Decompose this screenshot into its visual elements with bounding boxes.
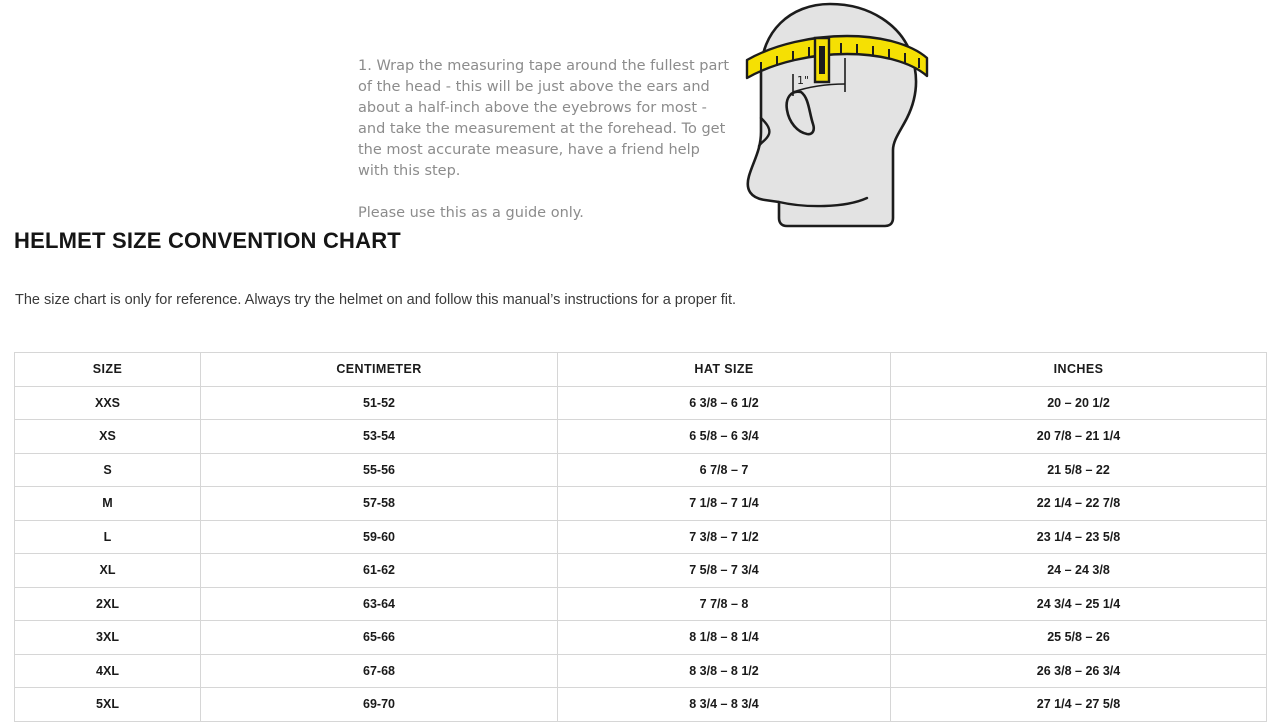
cell-inches: 20 7/8 – 21 1/4 (891, 420, 1267, 454)
cell-centimeter: 67-68 (201, 654, 558, 688)
cell-size: L (15, 520, 201, 554)
cell-centimeter: 55-56 (201, 453, 558, 487)
cell-hat-size: 7 5/8 – 7 3/4 (558, 554, 891, 588)
cell-centimeter: 59-60 (201, 520, 558, 554)
table-row (15, 520, 1267, 554)
instruction-step-text: 1. Wrap the measuring tape around the fullest part of the head - this will be just above the ears and about a half-inch above the eyebrows for most - and take the measurement at the forehead. To get the most accurate measure, have a friend help with this step. (358, 58, 730, 179)
cell-inches: 25 5/8 – 26 (891, 621, 1267, 655)
cell-hat-size: 7 7/8 – 8 (558, 587, 891, 621)
cell-hat-size: 8 1/8 – 8 1/4 (558, 621, 891, 655)
cell-size: M (15, 487, 201, 521)
instruction-note-text: Please use this as a guide only. (358, 205, 584, 221)
cell-size: XL (15, 554, 201, 588)
cell-inches: 22 1/4 – 22 7/8 (891, 487, 1267, 521)
cell-centimeter: 69-70 (201, 688, 558, 722)
cell-size: S (15, 453, 201, 487)
cell-size: 4XL (15, 654, 201, 688)
column-header-centimeter: CENTIMETER (201, 353, 558, 387)
cell-centimeter: 61-62 (201, 554, 558, 588)
cell-inches: 23 1/4 – 23 5/8 (891, 520, 1267, 554)
cell-inches: 27 1/4 – 27 5/8 (891, 688, 1267, 722)
cell-centimeter: 57-58 (201, 487, 558, 521)
measuring-instructions-section (0, 0, 1280, 228)
page-title: HELMET SIZE CONVENTION CHART (14, 228, 401, 253)
cell-hat-size: 6 3/8 – 6 1/2 (558, 386, 891, 420)
cell-centimeter: 51-52 (201, 386, 558, 420)
helmet-size-table (14, 352, 1267, 722)
table-header-row (15, 353, 1267, 387)
intro-text: The size chart is only for reference. Always try the helmet on and follow this manual’s instructions for a proper fit. (15, 292, 737, 308)
column-header-inches: INCHES (891, 353, 1267, 387)
instruction-block (358, 56, 730, 224)
table-row (15, 654, 1267, 688)
cell-size: 2XL (15, 587, 201, 621)
cell-size: 3XL (15, 621, 201, 655)
cell-inches: 24 – 24 3/8 (891, 554, 1267, 588)
cell-centimeter: 53-54 (201, 420, 558, 454)
cell-hat-size: 8 3/8 – 8 1/2 (558, 654, 891, 688)
tape-label: 1" (797, 74, 810, 87)
table-row (15, 453, 1267, 487)
cell-size: XXS (15, 386, 201, 420)
cell-hat-size: 6 7/8 – 7 (558, 453, 891, 487)
cell-hat-size: 7 1/8 – 7 1/4 (558, 487, 891, 521)
table-row (15, 420, 1267, 454)
cell-centimeter: 65-66 (201, 621, 558, 655)
cell-inches: 20 – 20 1/2 (891, 386, 1267, 420)
cell-inches: 21 5/8 – 22 (891, 453, 1267, 487)
table-row (15, 487, 1267, 521)
cell-hat-size: 6 5/8 – 6 3/4 (558, 420, 891, 454)
cell-size: XS (15, 420, 201, 454)
cell-inches: 26 3/8 – 26 3/4 (891, 654, 1267, 688)
table-row (15, 688, 1267, 722)
table-row (15, 554, 1267, 588)
column-header-hat-size: HAT SIZE (558, 353, 891, 387)
table-row (15, 386, 1267, 420)
cell-size: 5XL (15, 688, 201, 722)
cell-centimeter: 63-64 (201, 587, 558, 621)
column-header-size: SIZE (15, 353, 201, 387)
table-row (15, 621, 1267, 655)
cell-inches: 24 3/4 – 25 1/4 (891, 587, 1267, 621)
cell-hat-size: 8 3/4 – 8 3/4 (558, 688, 891, 722)
cell-hat-size: 7 3/8 – 7 1/2 (558, 520, 891, 554)
head-measurement-illustration (735, 0, 945, 228)
table-row (15, 587, 1267, 621)
